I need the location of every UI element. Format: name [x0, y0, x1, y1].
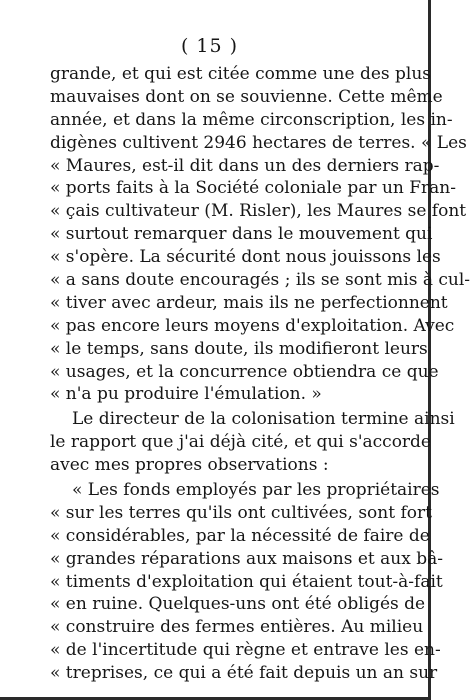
text-line: mauvaises dont on se souvienne. Cette même	[50, 86, 443, 107]
text-line: « çais cultivateur (M. Risler), les Maures se font	[50, 201, 467, 222]
text-line: « le temps, sans doute, ils modifieront leurs	[50, 338, 428, 359]
body-text	[50, 63, 470, 685]
text-line: « n'a pu produire l'émulation. »	[50, 384, 322, 405]
paragraph	[50, 63, 470, 406]
text-line: Le directeur de la colonisation termine ainsi	[72, 409, 455, 430]
text-line: « en ruine. Quelques-uns ont été obligés de	[50, 594, 426, 615]
text-line: « grandes réparations aux maisons et aux bâ-	[50, 548, 443, 569]
text-line: grande, et qui est citée comme une des plus	[50, 64, 432, 84]
text-line: « de l'incertitude qui règne et entrave les en-	[50, 640, 441, 661]
text-line: « treprises, ce qui a été fait depuis un an sur	[50, 663, 438, 684]
text-line: « construire des fermes entières. Au milieu	[50, 617, 424, 638]
text-line: « Les fonds employés par les propriétaires	[72, 480, 440, 501]
text-line: « sur les terres qu'ils ont cultivées, sont fort	[50, 502, 432, 523]
paragraph	[50, 408, 455, 477]
text-line: année, et dans la même circonscription, les in-	[50, 109, 453, 130]
paragraph	[50, 479, 443, 685]
text-line: « tiver avec ardeur, mais ils ne perfectionnent	[50, 292, 448, 313]
text-line: « a sans doute encouragés ; ils se sont mis à cul-	[50, 270, 470, 291]
text-line: « s'opère. La sécurité dont nous jouissons les	[50, 247, 441, 268]
text-line: « Maures, est-il dit dans un des derniers rap-	[50, 155, 440, 176]
page-number: ( 15 )	[180, 35, 239, 57]
text-line: le rapport que j'ai déjà cité, et qui s'accorde	[50, 432, 431, 453]
text-line: « surtout remarquer dans le mouvement qui	[50, 224, 433, 245]
text-line: digènes cultivent 2946 hectares de terres. « Les	[50, 132, 467, 153]
text-line: « usages, et la concurrence obtiendra ce que	[50, 361, 439, 382]
text-line: avec mes propres observations :	[50, 455, 329, 476]
text-line: « considérables, par la nécessité de faire de	[50, 525, 430, 546]
text-line: « ports faits à la Société coloniale par un Fran-	[50, 178, 456, 199]
text-line: « timents d'exploitation qui étaient tout-à-fait	[50, 571, 443, 592]
text-line: « pas encore leurs moyens d'exploitation. Avec	[50, 315, 455, 336]
